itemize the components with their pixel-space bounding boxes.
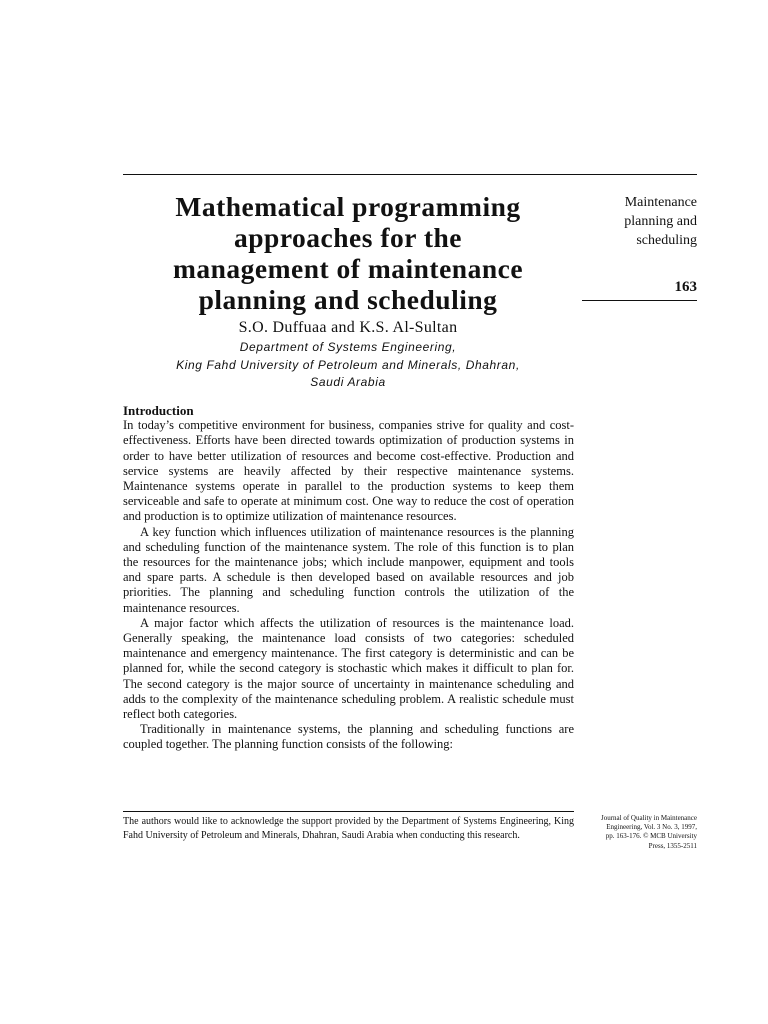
topic-line: scheduling	[636, 233, 697, 248]
title-line: Mathematical programming	[175, 191, 521, 222]
article-body	[123, 403, 574, 753]
title-line: planning and scheduling	[198, 284, 498, 315]
topic-line: planning and	[624, 214, 697, 229]
citation-line: Press, 1355-2511	[648, 841, 697, 850]
affiliation-line: King Fahd University of Petroleum and Minerals, Dhahran,	[176, 357, 520, 372]
page-number-rule	[582, 300, 697, 301]
acknowledgement-footnote: The authors would like to acknowledge the support provided by the Department of Systems Engineering, King Fahd University of Petroleum and Minerals, Dhahran, Saudi Arabia when conducting this research.	[123, 816, 574, 841]
journal-citation	[585, 814, 697, 851]
citation-line: pp. 163-176. © MCB University	[605, 832, 697, 841]
section-heading: Introduction	[123, 403, 194, 418]
body-paragraph: A key function which influences utilization of maintenance resources is the planning and scheduling function of the maintenance system. The role of this function is to plan the resources for the maintenance jobs; which include manpower, equipment and tools and spare parts. A schedule is then developed based on available resources and job priorities. The planning and scheduling function controls the utilization of the maintenance resources.	[123, 524, 574, 615]
author-names: S.O. Duffuaa and K.S. Al-Sultan	[238, 319, 458, 336]
topic-line: Maintenance	[624, 195, 697, 210]
author-affiliation	[128, 339, 568, 392]
section-topic	[585, 193, 697, 250]
article-title	[128, 191, 568, 315]
footnote-rule	[123, 811, 574, 812]
affiliation-line: Department of Systems Engineering,	[239, 340, 457, 354]
page-number: 163	[674, 279, 697, 295]
citation-line: Journal of Quality in Maintenance	[600, 814, 697, 822]
citation-line: Engineering, Vol. 3 No. 3, 1997,	[606, 823, 697, 832]
body-paragraph: In today’s competitive environment for business, companies strive for quality and cost-effectiveness. Efforts have been directed towards optimization of production systems in order to have better utilization of resources and become cost-effective. Production and service systems are heavily affected by their respective maintenance systems. Maintenance systems operate in parallel to the production systems to keep them serviceable and safe to operate at minimum cost. One way to reduce the cost of operation and production is to optimize utilization of maintenance resources.	[123, 418, 574, 524]
body-paragraph: A major factor which affects the utilization of resources is the maintenance load. Generally speaking, the maintenance load consists of two categories: scheduled maintenance and emergency maintenance. The first category is deterministic and can be planned for, while the second category is stochastic which makes it difficult to plan for. The second category is the major source of uncertainty in maintenance scheduling and adds to the complexity of the maintenance scheduling problem. A realistic schedule must reflect both categories.	[123, 615, 574, 722]
title-line: management of maintenance	[172, 253, 524, 284]
header-rule	[123, 174, 697, 175]
body-paragraph: Traditionally in maintenance systems, the planning and scheduling functions are coupled together. The planning function consists of the following:	[123, 722, 574, 752]
title-line: approaches for the	[234, 222, 462, 253]
affiliation-line: Saudi Arabia	[310, 375, 386, 389]
